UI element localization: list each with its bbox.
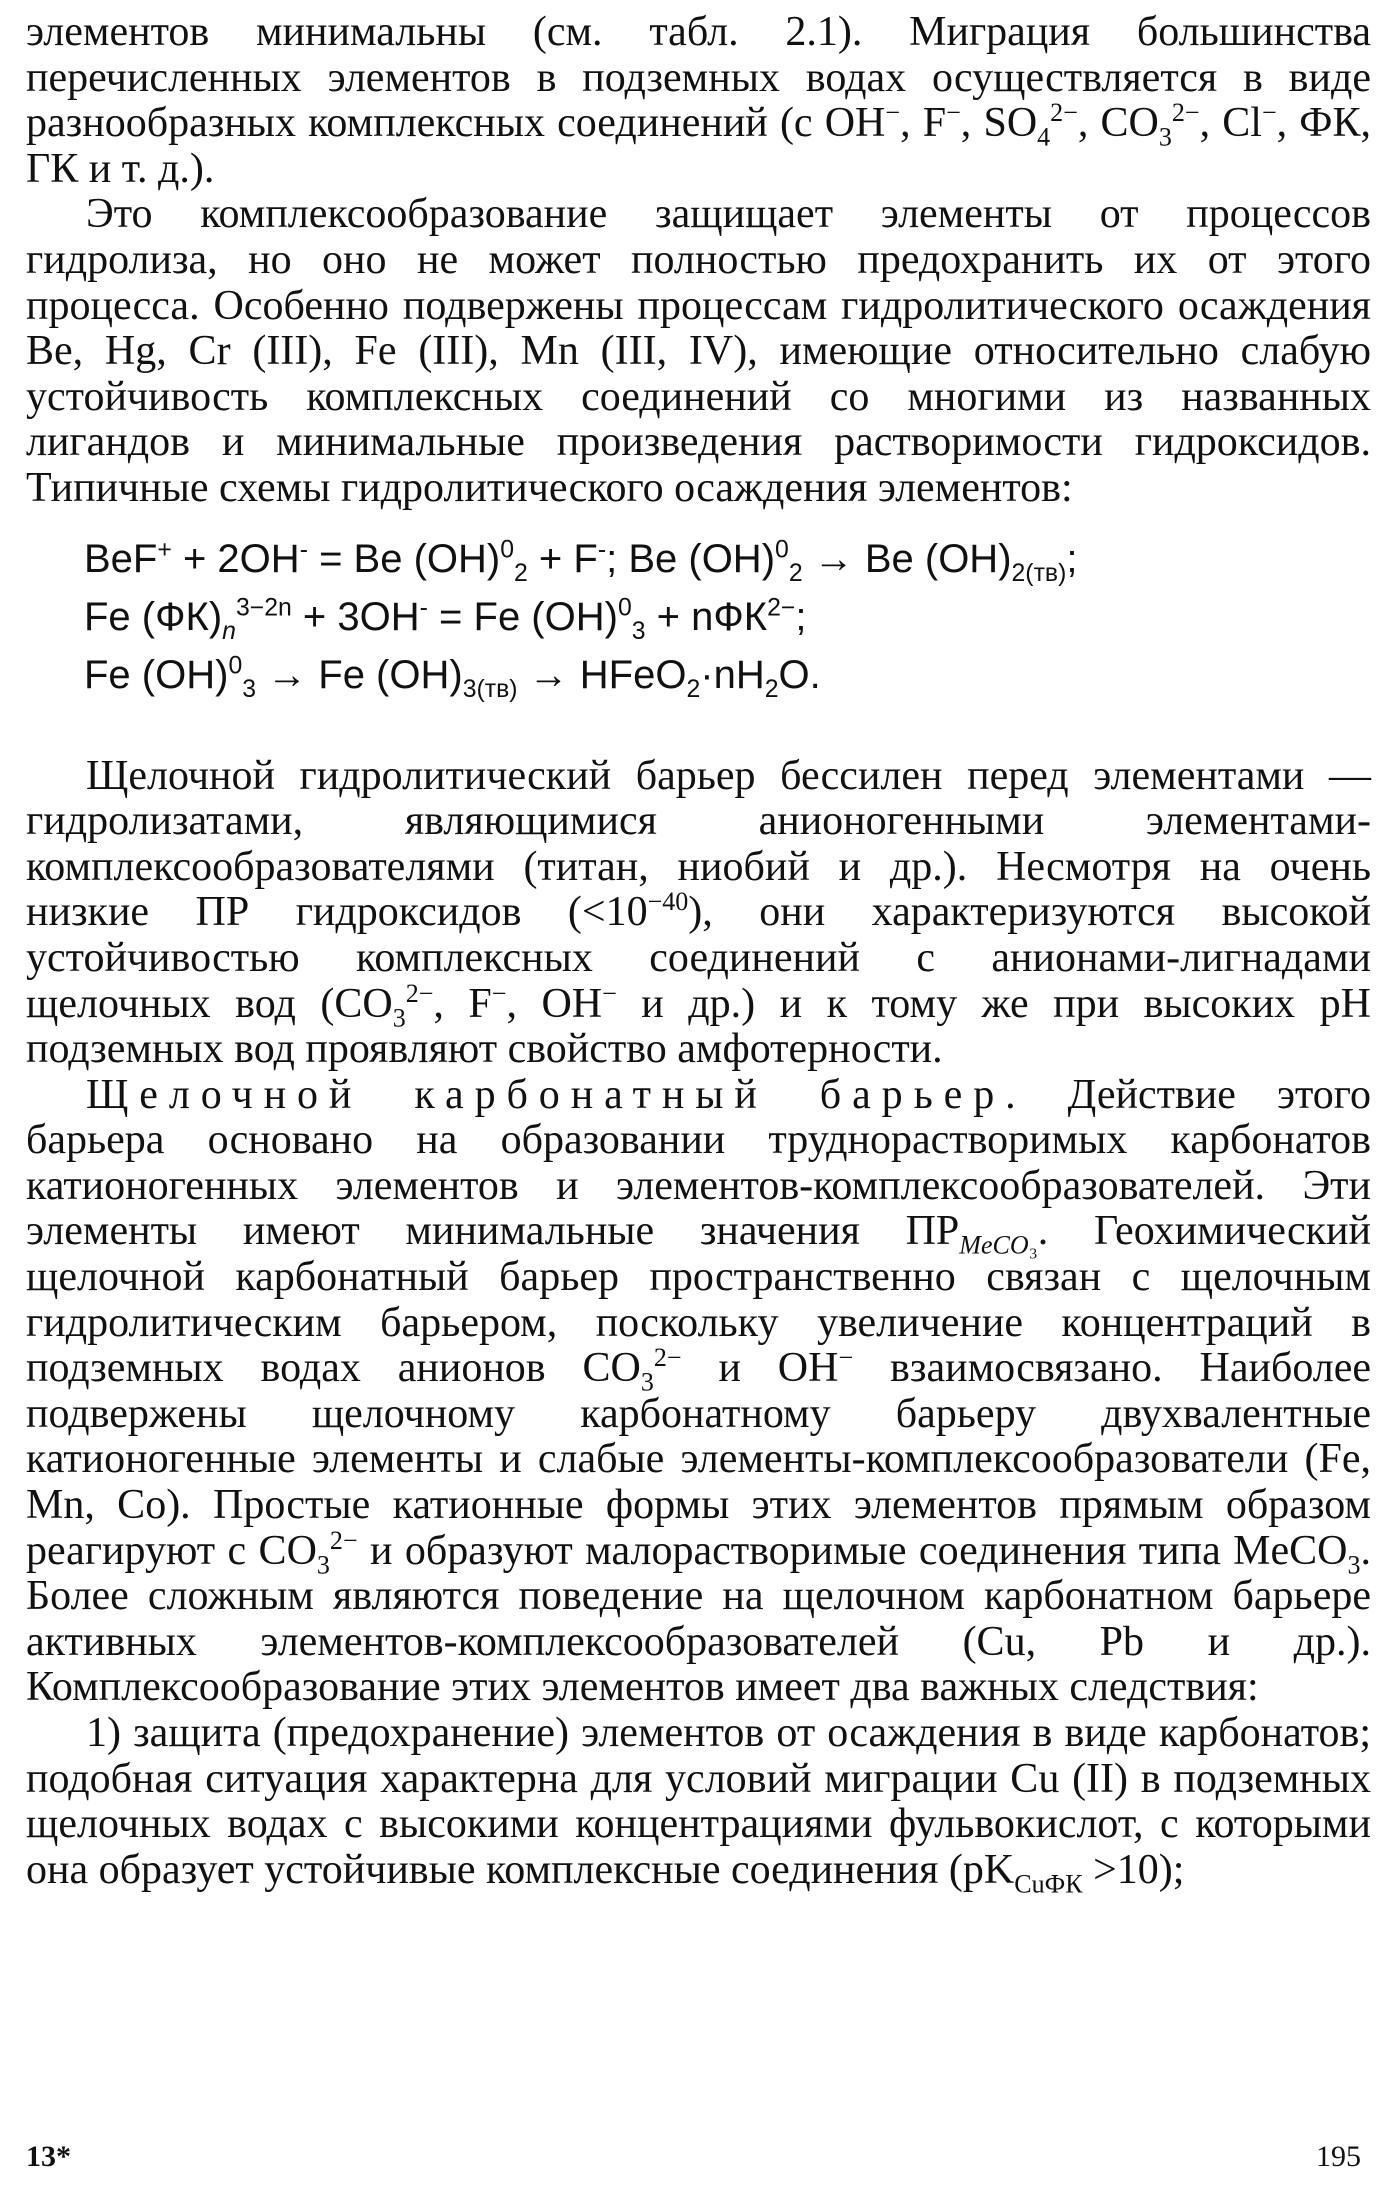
formula-3 xyxy=(84,646,1371,704)
f1-g: ; xyxy=(1066,536,1078,581)
p4-text-a: Действие этого барьера основано на образовании труднорастворимых карбонатов катионогенных элементов и элементов-комплексообразователей. Эти элементы имеют минимальные значения ПР xyxy=(26,1071,1371,1255)
p1-sup-f: − xyxy=(946,98,961,128)
p4-sub-meco3: MeCO₃ xyxy=(959,1230,1038,1260)
p5-sub-cufk: CuФК xyxy=(1014,1869,1083,1899)
p3-sup-co3: 2− xyxy=(405,978,434,1008)
p3-text-b: ), они характеризуются высокой устойчивостью комплексных соединений с анионами-лигнадами щелочных вод (CO xyxy=(26,889,1371,1027)
p3-sup-exp: −40 xyxy=(647,887,689,917)
p1-text-d: , CO xyxy=(1077,100,1159,147)
f2-e: ; xyxy=(795,594,807,639)
f2-sup-2minus: 2− xyxy=(767,594,796,622)
paragraph-5 xyxy=(26,1710,1371,1899)
p5-text-b: >10); xyxy=(1082,1846,1185,1893)
p4-sup-co3-2: 2− xyxy=(329,1525,358,1555)
f1-sup-zero: 0 xyxy=(500,536,515,564)
f1-sub-two: 2 xyxy=(514,559,528,587)
f1-d: + F xyxy=(527,536,598,581)
f2-sub-n: n xyxy=(222,617,236,645)
p1-text-c: , SO xyxy=(960,100,1038,147)
p4-text-e: и образуют малорастворимые соединения типа MeCO xyxy=(357,1527,1348,1574)
f2-c: = Fe (OH) xyxy=(427,594,618,639)
paragraph-2: Это комплексообразование защищает элементы от процессов гидролиза, но оно не может полностью предохранить их от этого процесса. Особенно подвержены процессам гидролитического осаждения Be, Hg, Cr (III), Fe (III), Mn (III, IV), имеющие относительно слабую устойчивость комплексных соединений со многими из названных лигандов и минимальные произведения растворимости гидроксидов. Типичные схемы гидролитического осаждения элементов: xyxy=(26,191,1371,511)
p4-sup-oh: − xyxy=(838,1343,854,1373)
p4-sub-co3-2: 3 xyxy=(316,1550,330,1580)
f2-sup-zero: 0 xyxy=(617,594,632,622)
formula-2 xyxy=(84,588,1371,646)
f1-sup-zero-2: 0 xyxy=(775,536,789,564)
p3-text-c: , F xyxy=(433,980,492,1027)
f2-sup-charge: 3−2n xyxy=(235,594,292,622)
p1-text-f: , ФК, ГК и т. д.). xyxy=(26,100,1371,192)
f3-sup-zero: 0 xyxy=(228,652,243,680)
p1-sub-co3: 3 xyxy=(1158,122,1172,152)
f3-e: O. xyxy=(778,652,821,697)
p3-sup-oh: − xyxy=(602,978,617,1008)
section-heading-carbonate-barrier: Щелочной карбонатный барьер. xyxy=(86,1071,1027,1118)
p4-sup-co3: 2− xyxy=(653,1343,682,1373)
f1-sup-plus: + xyxy=(157,536,172,564)
f2-d: + nФК xyxy=(645,594,768,639)
f2-sup-minus: - xyxy=(419,594,428,622)
p1-text-b: , F xyxy=(900,100,947,147)
f3-a: Fe (OH) xyxy=(84,652,229,697)
f3-c: → HFeO xyxy=(517,652,687,697)
page-number: 195 xyxy=(1316,2140,1361,2173)
f1-e: ; Be (OH) xyxy=(606,536,776,581)
body-text xyxy=(26,9,1372,1899)
p1-text-e: , Cl xyxy=(1199,100,1262,147)
f1-a: BeF xyxy=(84,536,158,581)
document-page xyxy=(26,10,1371,2200)
f2-b: + 3OH xyxy=(291,594,420,639)
p5-text-a: 1) защита (предохранение) элементов от осаждения в виде карбонатов; подобная ситуация характерна для условий миграции Cu (II) в подземных щелочных водах с высокими концентрациями фульвокислот, с которыми она образует устойчивые комплексные соединения (pK xyxy=(26,1710,1371,1893)
f2-sub-three: 3 xyxy=(631,617,646,645)
p3-text-e: и др.) и к тому же при высоких pH подземных вод проявляют свойство амфотерности. xyxy=(26,980,1371,1073)
p1-sup-oh: − xyxy=(885,98,901,128)
p4-text-f: . Более сложным являются поведение на щелочном карбонатном барьере активных элементов-комплексообразователей (Cu, Pb и др.). Комплексообразование этих элементов имеет два важных следствия: xyxy=(26,1527,1371,1711)
formula-block xyxy=(84,530,1371,704)
p3-text-a: Щелочной гидролитический барьер бессилен перед элементами — гидролизатами, являющимися анионогенными элементами-комплексообразователями (титан, ниобий и др.). Несмотря на очень низкие ПР гидроксидов (<10 xyxy=(26,752,1371,936)
f3-b: → Fe (OH) xyxy=(256,652,463,697)
p1-text-a: элементов минимальны (см. табл. 2.1). Миграция большинства перечисленных элементов в подземных водах осуществляется в виде разнообразных комплексных соединений (с OH xyxy=(26,9,1371,147)
p4-text-b: . Геохимический щелочной карбонатный барьер пространственно связан с щелочным гидролитическим барьером, поскольку увеличение концентраций в подземных водах анионов CO xyxy=(26,1208,1371,1392)
page-footer xyxy=(26,2140,1371,2180)
p1-sup-co3: 2− xyxy=(1171,98,1200,128)
p3-sup-f: − xyxy=(491,978,507,1008)
f1-sub-tv: 2(тв) xyxy=(1011,559,1067,587)
p1-sup-cl: − xyxy=(1261,98,1277,128)
p4-sub-meco3-text: MeCO xyxy=(959,1230,1029,1260)
formula-1 xyxy=(84,530,1371,588)
paragraph-1 xyxy=(26,10,1371,192)
p1-sup-so4: 2− xyxy=(1050,98,1078,128)
f1-sub-two-2: 2 xyxy=(788,559,803,587)
p1-sub-so4: 4 xyxy=(1037,122,1051,152)
p3-text-d: , OH xyxy=(506,980,603,1027)
f3-d: ·nH xyxy=(700,652,765,697)
f1-sup-minus: - xyxy=(299,536,308,564)
p4-sub-meco3-3: 3 xyxy=(1347,1550,1361,1580)
f1-sup-minus-2: - xyxy=(597,536,607,564)
f3-sub-tv: 3(тв) xyxy=(462,675,518,703)
signature-mark: 13* xyxy=(26,2140,71,2173)
paragraph-4 xyxy=(26,1073,1371,1711)
paragraph-3 xyxy=(26,754,1371,1073)
p4-sub-co3: 3 xyxy=(640,1367,654,1397)
p3-sub-co3: 3 xyxy=(392,1002,406,1032)
f1-b: + 2OH xyxy=(171,536,300,581)
f3-sub-three: 3 xyxy=(242,675,257,703)
f3-sub-two-2: 2 xyxy=(764,675,779,703)
p4-text-d: взаимосвязано. Наиболее подвержены щелочному карбонатному барьеру двухвалентные катионогенные элементы и слабые элементы-комплексообразователи (Fe, Mn, Co). Простые катионные формы этих элементов прямым образом реагируют с CO xyxy=(26,1345,1372,1574)
f3-sub-two: 2 xyxy=(686,675,701,703)
f2-a: Fe (ФК) xyxy=(84,594,223,639)
f1-f: → Be (OH) xyxy=(802,536,1012,581)
p4-text-c: и OH xyxy=(681,1345,839,1392)
f1-c: = Be (OH) xyxy=(307,536,501,581)
